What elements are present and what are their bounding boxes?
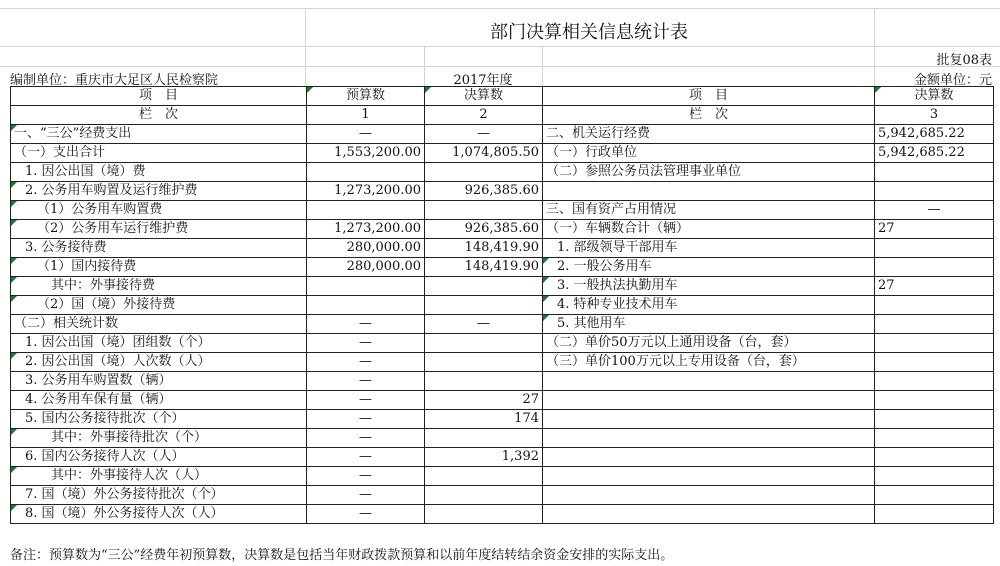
left-item-cell[interactable]: 6. 国内公务接待人次（人） (11, 448, 307, 467)
right-actual-cell[interactable] (875, 353, 994, 372)
actual-cell[interactable] (425, 429, 543, 448)
sheet-title: 部门决算相关信息统计表 (490, 22, 688, 43)
right-actual-cell[interactable] (875, 182, 994, 201)
right-actual-cell[interactable] (875, 505, 994, 524)
table-row (11, 429, 994, 448)
table-row (11, 372, 994, 391)
table-row (11, 315, 994, 334)
actual-cell[interactable] (425, 486, 543, 505)
table-row (11, 125, 994, 144)
left-item-cell[interactable]: 3. 公务接待费 (11, 239, 307, 258)
right-item-cell[interactable] (543, 505, 875, 524)
right-actual-cell[interactable] (875, 258, 994, 277)
table-row (11, 163, 994, 182)
header-actual-right[interactable]: 决算数 (875, 87, 994, 106)
actual-cell[interactable] (425, 372, 543, 391)
right-item-cell[interactable] (543, 391, 875, 410)
right-item-cell[interactable]: 三、国有资产占用情况 (543, 201, 875, 220)
budget-cell[interactable]: — (307, 467, 425, 486)
money-unit: 金额单位：元 (913, 73, 992, 88)
actual-cell[interactable] (425, 334, 543, 353)
right-actual-cell[interactable]: 27 (875, 220, 994, 239)
left-item-cell[interactable]: 其中：外事接待费 (11, 277, 307, 296)
actual-cell[interactable] (425, 163, 543, 182)
table-row (11, 486, 994, 505)
budget-cell[interactable] (307, 163, 425, 182)
left-item-cell[interactable]: （2）国（境）外接待费 (11, 296, 307, 315)
right-item-cell[interactable] (543, 429, 875, 448)
budget-cell[interactable]: 1,273,200.00 (307, 220, 425, 239)
left-item-cell[interactable]: 4. 公务用车保有量（辆） (11, 391, 307, 410)
table-row (11, 258, 994, 277)
budget-cell[interactable]: — (307, 505, 425, 524)
actual-cell[interactable]: 174 (425, 410, 543, 429)
header-item-left[interactable]: 项 目 (11, 87, 307, 106)
actual-cell[interactable] (425, 277, 543, 296)
table-row (11, 239, 994, 258)
budget-cell[interactable]: 1,553,200.00 (307, 144, 425, 163)
right-item-cell[interactable] (543, 448, 875, 467)
budget-cell[interactable]: — (307, 315, 425, 334)
left-item-cell[interactable]: 3. 公务用车购置数（辆） (11, 372, 307, 391)
actual-cell[interactable]: 926,385.60 (425, 182, 543, 201)
budget-cell[interactable]: — (307, 125, 425, 144)
budget-cell[interactable]: — (307, 353, 425, 372)
left-item-cell[interactable]: 8. 国（境）外公务接待人次（人） (11, 505, 307, 524)
table-row (11, 448, 994, 467)
table-row (11, 391, 994, 410)
col-number-1[interactable]: 1 (307, 106, 425, 125)
left-item-cell[interactable]: 其中：外事接待批次（个） (11, 429, 307, 448)
right-actual-cell[interactable] (875, 163, 994, 182)
budget-cell[interactable]: — (307, 448, 425, 467)
table-row (11, 334, 994, 353)
budget-cell[interactable]: — (307, 334, 425, 353)
right-item-cell[interactable]: （二）单价50万元以上通用设备（台，套） (543, 334, 875, 353)
right-actual-cell[interactable]: 27 (875, 277, 994, 296)
actual-cell[interactable] (425, 201, 543, 220)
header-item-right[interactable]: 项 目 (543, 87, 875, 106)
right-item-cell[interactable] (543, 410, 875, 429)
fiscal-year: 2017年度 (453, 73, 513, 88)
col-label-right[interactable]: 栏 次 (543, 106, 875, 125)
col-number-3[interactable]: 3 (875, 106, 994, 125)
budget-cell[interactable]: 1,273,200.00 (307, 182, 425, 201)
footnote: 备注：预算数为“三公”经费年初预算数，决算数是包括当年财政拨款预算和以前年度结转结余资金安排的实际支出。 (10, 548, 674, 563)
table-row (11, 467, 994, 486)
right-item-cell[interactable]: 5. 其他用车 (543, 315, 875, 334)
right-actual-cell[interactable] (875, 296, 994, 315)
actual-cell[interactable]: 1,074,805.50 (425, 144, 543, 163)
header-budget[interactable]: 预算数 (307, 87, 425, 106)
budget-cell[interactable]: — (307, 410, 425, 429)
left-item-cell[interactable]: （2）公务用车运行维护费 (11, 220, 307, 239)
table-row (11, 182, 994, 201)
budget-cell[interactable]: — (307, 429, 425, 448)
actual-cell[interactable]: 27 (425, 391, 543, 410)
table-row (11, 410, 994, 429)
actual-cell[interactable]: — (425, 125, 543, 144)
budget-cell[interactable]: 280,000.00 (307, 258, 425, 277)
actual-cell[interactable]: 926,385.60 (425, 220, 543, 239)
left-item-cell[interactable]: 1. 因公出国（境）团组数（个） (11, 334, 307, 353)
right-actual-cell[interactable] (875, 429, 994, 448)
actual-cell[interactable] (425, 505, 543, 524)
budget-cell[interactable]: — (307, 486, 425, 505)
header-actual[interactable]: 决算数 (425, 87, 543, 106)
table-row (11, 296, 994, 315)
statistics-table (10, 86, 994, 524)
left-item-cell[interactable]: （1）国内接待费 (11, 258, 307, 277)
right-actual-cell[interactable] (875, 486, 994, 505)
left-item-cell[interactable]: （一）支出合计 (11, 144, 307, 163)
table-row (11, 505, 994, 524)
left-item-cell[interactable]: 2. 因公出国（境）人次数（人） (11, 353, 307, 372)
right-actual-cell[interactable] (875, 467, 994, 486)
right-item-cell[interactable] (543, 372, 875, 391)
budget-cell[interactable]: — (307, 391, 425, 410)
right-actual-cell[interactable] (875, 239, 994, 258)
table-row (11, 201, 994, 220)
right-item-cell[interactable]: （一）行政单位 (543, 144, 875, 163)
right-item-cell[interactable] (543, 182, 875, 201)
right-actual-cell[interactable] (875, 372, 994, 391)
left-item-cell[interactable]: 一、“三公”经费支出 (11, 125, 307, 144)
right-item-cell[interactable]: 二、机关运行经费 (543, 125, 875, 144)
right-item-cell[interactable]: （二）参照公务员法管理事业单位 (543, 163, 875, 182)
right-item-cell[interactable]: 2. 一般公务用车 (543, 258, 875, 277)
right-actual-cell[interactable]: 5,942,685.22 (875, 125, 994, 144)
left-item-cell[interactable]: 2. 公务用车购置及运行维护费 (11, 182, 307, 201)
left-item-cell[interactable]: （1）公务用车购置费 (11, 201, 307, 220)
right-actual-cell[interactable] (875, 334, 994, 353)
actual-cell[interactable]: 1,392 (425, 448, 543, 467)
actual-cell[interactable]: 148,419.90 (425, 258, 543, 277)
actual-cell[interactable] (425, 296, 543, 315)
budget-cell[interactable] (307, 201, 425, 220)
right-actual-cell[interactable] (875, 315, 994, 334)
right-item-cell[interactable] (543, 486, 875, 505)
table-row (11, 220, 994, 239)
table-row (11, 353, 994, 372)
right-item-cell[interactable]: （三）单价100万元以上专用设备（台，套） (543, 353, 875, 372)
left-item-cell[interactable]: 5. 国内公务接待批次（个） (11, 410, 307, 429)
column-number-row (11, 106, 994, 125)
budget-cell[interactable] (307, 296, 425, 315)
right-actual-cell[interactable] (875, 448, 994, 467)
right-item-cell[interactable]: 1. 部级领导干部用车 (543, 239, 875, 258)
col-label-left[interactable]: 栏 次 (11, 106, 307, 125)
right-actual-cell[interactable]: 5,942,685.22 (875, 144, 994, 163)
table-row (11, 277, 994, 296)
budget-cell[interactable]: 280,000.00 (307, 239, 425, 258)
right-item-cell[interactable]: 4. 特种专业技术用车 (543, 296, 875, 315)
actual-cell[interactable]: — (425, 315, 543, 334)
col-number-2[interactable]: 2 (425, 106, 543, 125)
actual-cell[interactable] (425, 467, 543, 486)
table-code: 批复08表 (936, 53, 992, 68)
left-item-cell[interactable]: （二）相关统计数 (11, 315, 307, 334)
right-item-cell[interactable] (543, 467, 875, 486)
budget-cell[interactable]: — (307, 372, 425, 391)
compiling-unit: 编制单位：重庆市大足区人民检察院 (10, 73, 219, 88)
left-item-cell[interactable]: 1. 因公出国（境）费 (11, 163, 307, 182)
right-item-cell[interactable]: （一）车辆数合计（辆） (543, 220, 875, 239)
right-actual-cell[interactable]: — (875, 201, 994, 220)
left-item-cell[interactable]: 其中：外事接待人次（人） (11, 467, 307, 486)
actual-cell[interactable]: 148,419.90 (425, 239, 543, 258)
budget-cell[interactable] (307, 277, 425, 296)
header-row (11, 87, 994, 106)
right-actual-cell[interactable] (875, 410, 994, 429)
right-actual-cell[interactable] (875, 391, 994, 410)
table-row (11, 144, 994, 163)
right-item-cell[interactable]: 3. 一般执法执勤用车 (543, 277, 875, 296)
actual-cell[interactable] (425, 353, 543, 372)
left-item-cell[interactable]: 7. 国（境）外公务接待批次（个） (11, 486, 307, 505)
